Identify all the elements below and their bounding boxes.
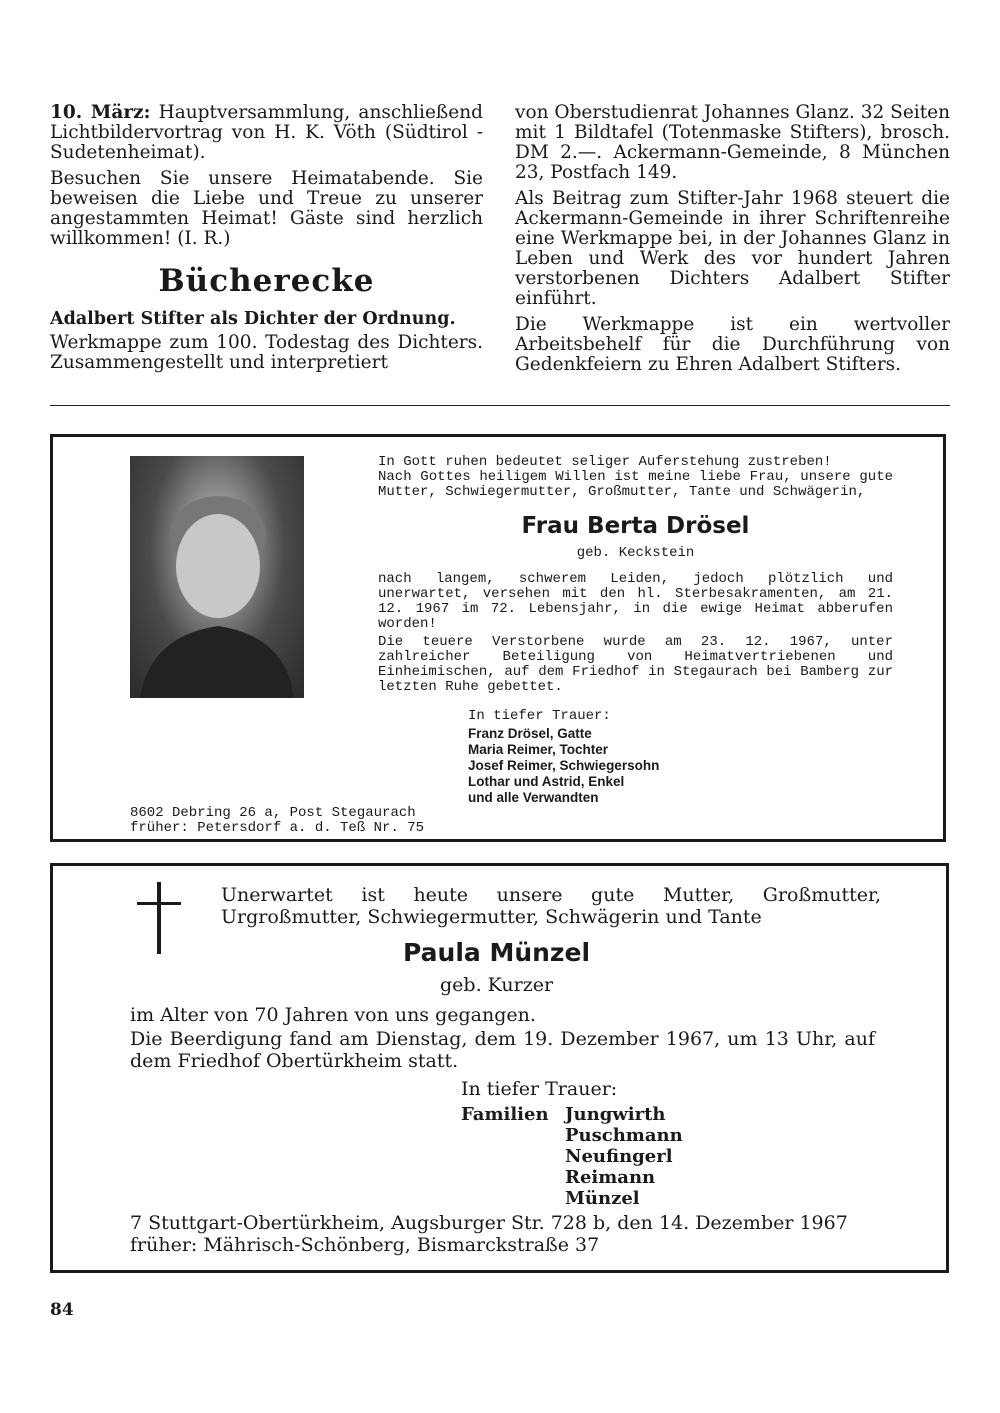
notice1-address1: 8602 Debring 26 a, Post Stegaurach (130, 805, 416, 821)
werkmappe-paragraph: Die Werkmappe ist ein wertvoller Arbeitsbehelf für die Durchführung von Gedenkfeiern zu Ehren Adalbert Stifters. (515, 314, 950, 375)
mourner: Josef Reimer, Schwiegersohn (468, 758, 660, 773)
notice2-name: Paula Münzel (403, 938, 591, 967)
stifter-paragraph: Als Beitrag zum Stifter-Jahr 1968 steuert die Ackermann-Gemeinde in ihrer Schriftenreihe eine Werkmappe bei, in der Johannes Glanz in Leben und Werk des vor hundert Jahren verstorbenen Dichters Adalbert Stifter einführt. (515, 188, 950, 309)
obituary-munzel (50, 863, 949, 1273)
family-name: Münzel (565, 1188, 640, 1209)
notice1-address (130, 806, 424, 836)
notice2-address (130, 1212, 848, 1256)
announcement-text: Hauptversammlung, anschließend Lichtbildervortrag von H. K. Vöth (Südtirol - Sudetenheimat). (50, 102, 483, 163)
mourner: Maria Reimer, Tochter (468, 742, 609, 757)
notice2-address1: 7 Stuttgart-Obertürkheim, Augsburger Str. 728 b, den 14. Dezember 1967 (130, 1212, 848, 1234)
notice1-address2: früher: Petersdorf a. d. Teß Nr. 75 (130, 820, 425, 836)
column-divider-rule (50, 405, 950, 406)
notice2-line1: im Alter von 70 Jahren von uns gegangen. (130, 1004, 536, 1026)
notice1-line1: In Gott ruhen bedeutet seliger Auferstehung zustreben! (378, 454, 832, 470)
family-name: Neufingerl (565, 1146, 673, 1167)
notice1-mourners (468, 726, 659, 806)
book-description-continued: von Oberstudienrat Johannes Glanz. 32 Seiten mit 1 Bildtafel (Totenmaske Stifters), brosch. DM 2.—. Ackermann-Gemeinde, 8 München 23, Postfach 149. (515, 102, 950, 183)
mourner: Lothar und Astrid, Enkel (468, 774, 625, 789)
notice2-address2: früher: Mährisch-Schönberg, Bismarckstraße 37 (130, 1234, 600, 1256)
mourner: und alle Verwandten (468, 790, 599, 805)
notice2-line2: Die Beerdigung fand am Dienstag, dem 19. Dezember 1967, um 13 Uhr, auf dem Friedhof Obertürkheim statt. (130, 1028, 875, 1072)
notice1-text2: Die teuere Verstorbene wurde am 23. 12. 1967, unter zahlreicher Beteiligung von Heimatvertriebenen und Einheimischen, auf dem Friedhof in Stegaurach bei Bamberg zur letzten Ruhe gebettet. (378, 634, 893, 695)
book-title: Adalbert Stifter als Dichter der Ordnung. (50, 309, 456, 329)
page-number: 84 (50, 1300, 74, 1320)
notice1-header (378, 455, 893, 500)
portrait-figure (130, 456, 304, 698)
notice2-intro: Unerwartet ist heute unsere gute Mutter, Großmutter, Urgroßmutter, Schwiegermutter, Schwägerin und Tante (221, 884, 881, 928)
section-title: Bücherecke (158, 263, 375, 299)
family-name: Puschmann (565, 1125, 683, 1146)
cross-icon (137, 882, 181, 954)
portrait-photo (130, 456, 304, 698)
notice1-name: Frau Berta Drösel (521, 513, 750, 539)
notice1-text1: nach langem, schwerem Leiden, jedoch plötzlich und unerwartet, versehen mit den hl. Sterbesakramenten, am 21. 12. 1967 im 72. Lebensjahr, in die ewige Heimat abberufen worden! (378, 571, 893, 632)
announcement-date: 10. März: (50, 102, 151, 123)
notice2-body (130, 1004, 875, 1072)
notice1-nee: geb. Keckstein (576, 545, 695, 561)
appeal-text: Besuchen Sie unsere Heimatabende. Sie beweisen die Liebe und Treue zu unserer angestammten Heimat! Gäste sind herzlich willkommen! (I. R.) (50, 168, 483, 249)
notice2-nee: geb. Kurzer (440, 974, 554, 996)
notice1-body (378, 572, 893, 695)
obituary-drosel (50, 434, 946, 842)
right-column (515, 103, 950, 381)
announcement (50, 103, 483, 163)
notice1-line2: Nach Gottes heiligem Willen ist meine liebe Frau, unsere gute Mutter, Schwiegermutter, Großmutter, Tante und Schwägerin, (378, 469, 893, 500)
family-name: Reimann (565, 1167, 656, 1188)
family-name: Jungwirth (565, 1104, 666, 1125)
notice1-mourning: In tiefer Trauer: (468, 708, 611, 724)
notice2-families-label: Familien (461, 1104, 549, 1125)
book-description: Werkmappe zum 100. Todestag des Dichters. Zusammengestellt und interpretiert (50, 332, 483, 373)
mourner: Franz Drösel, Gatte (468, 726, 592, 741)
notice2-families (565, 1104, 683, 1209)
notice2-mourning: In tiefer Trauer: (461, 1078, 618, 1100)
left-column (50, 103, 483, 379)
